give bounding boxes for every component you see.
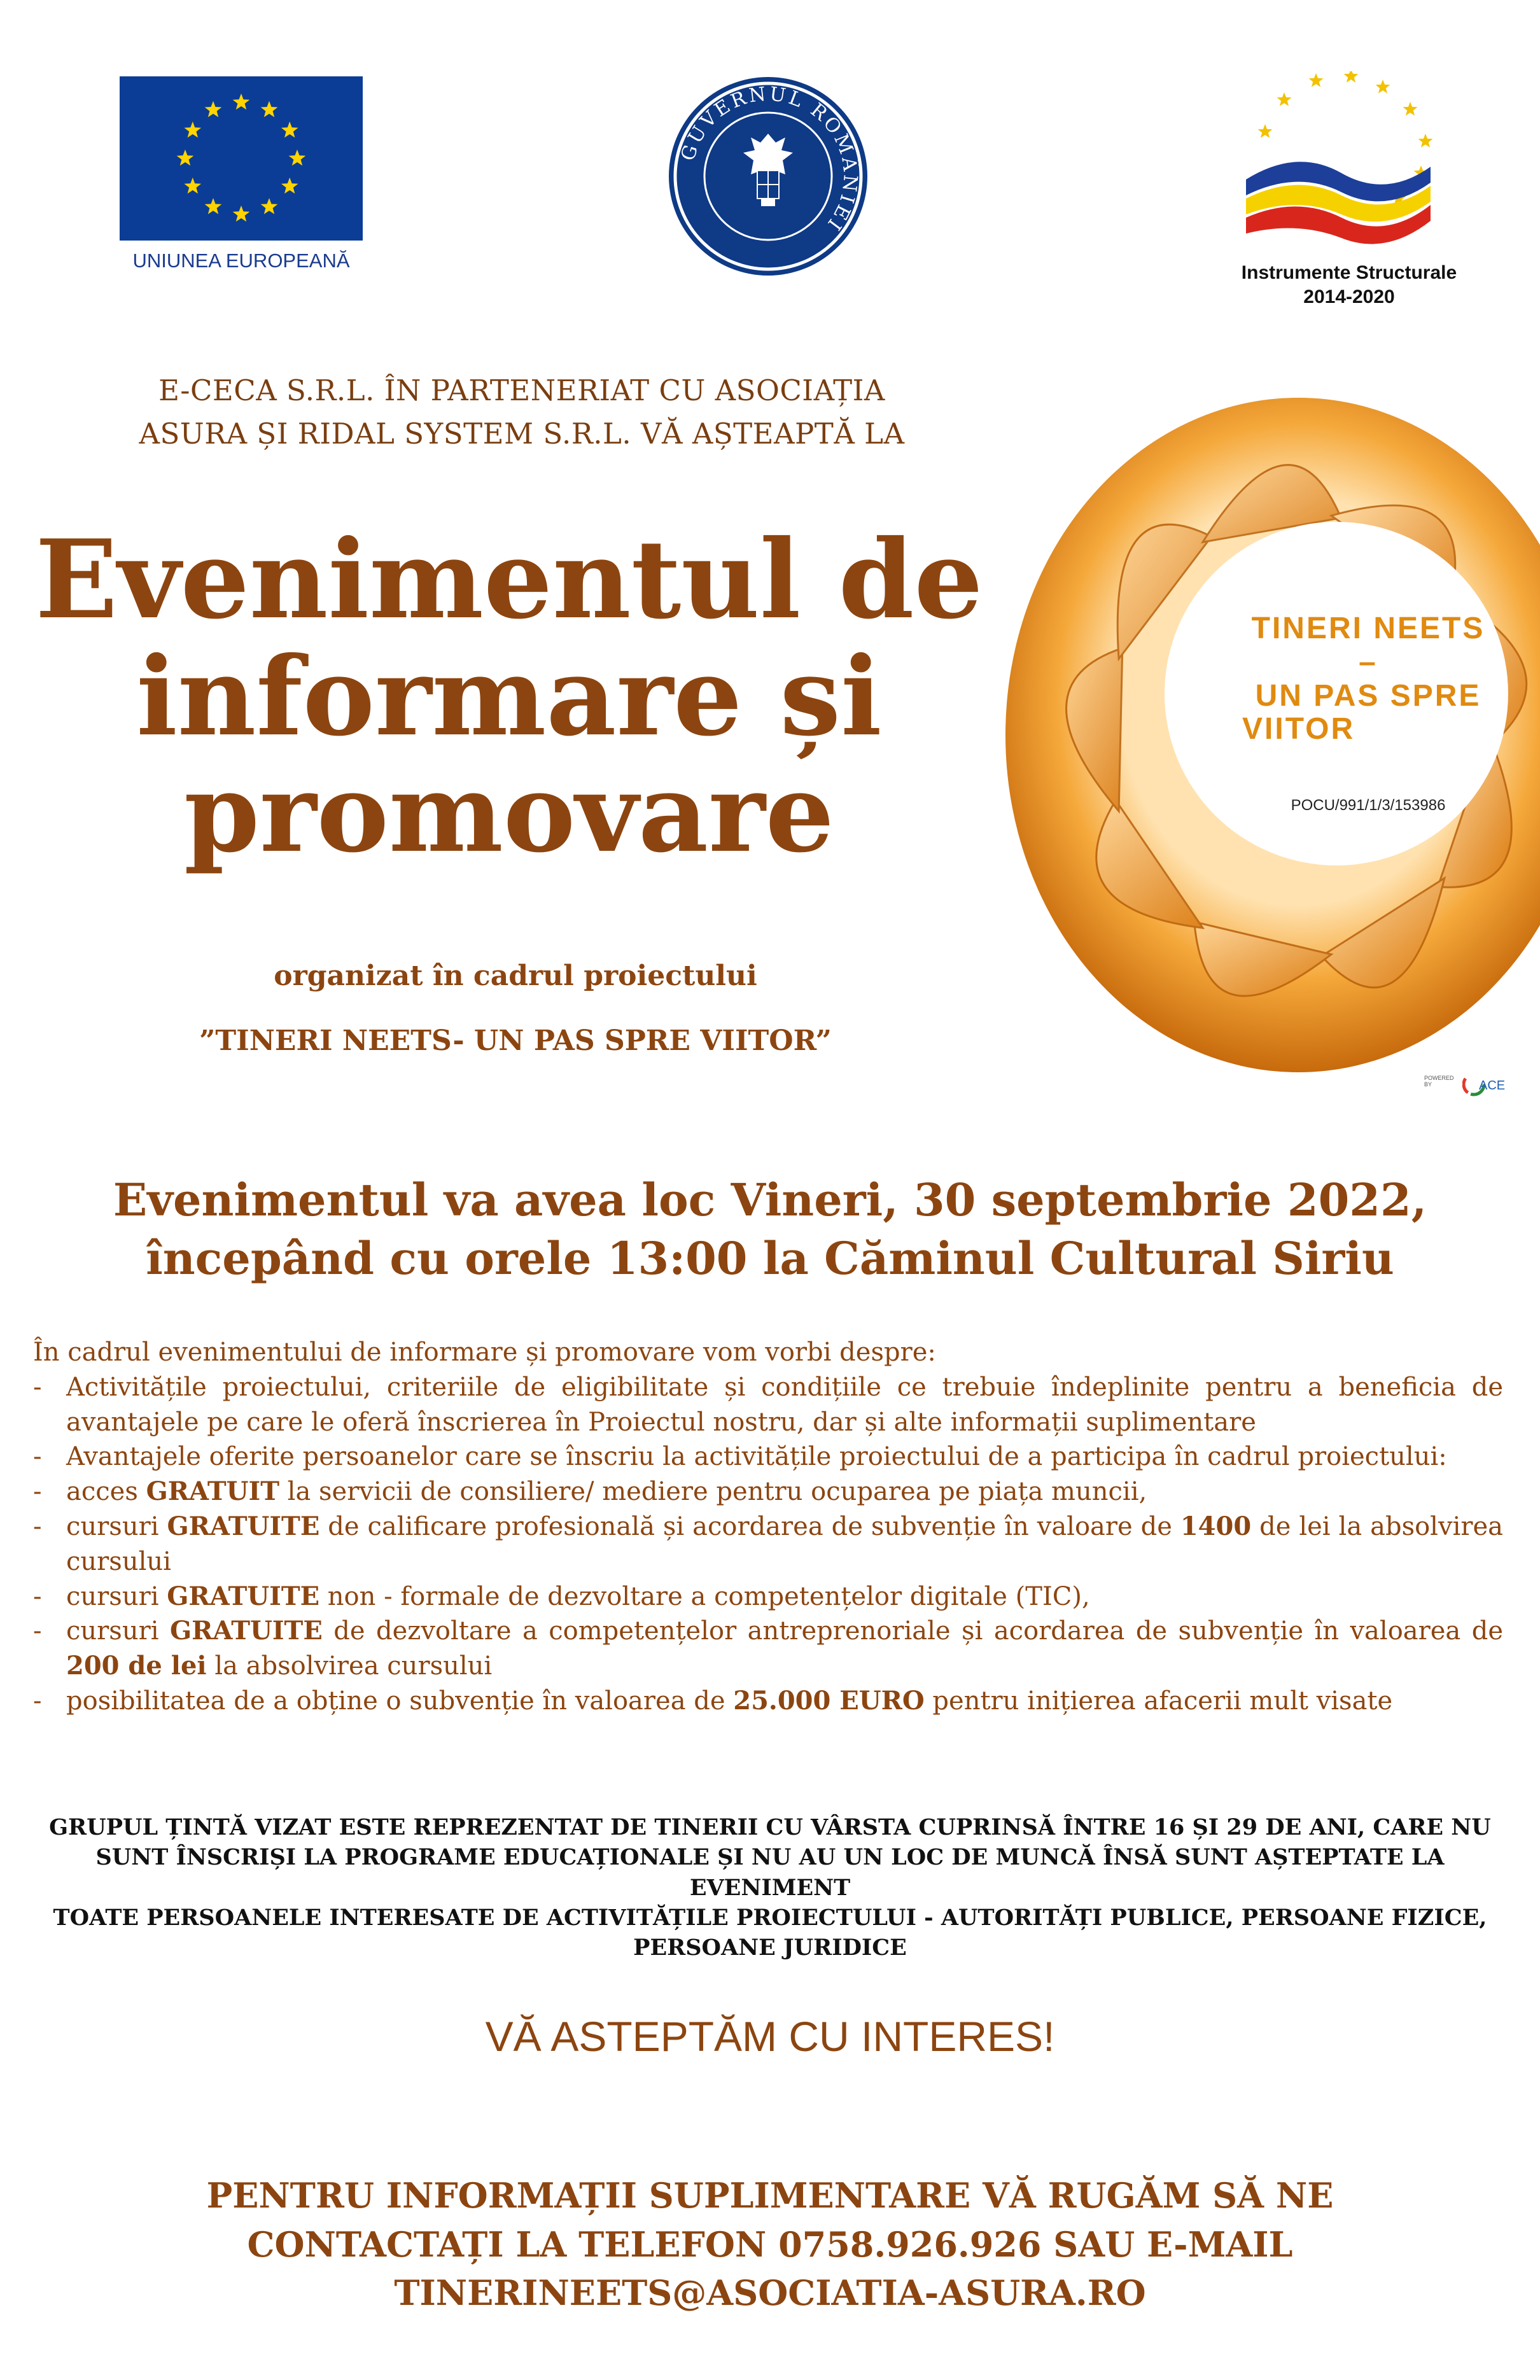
eu-flag-logo [120,76,363,241]
emphasis: 25.000 EURO [733,1685,925,1716]
event-line: Evenimentul va avea loc Vineri, 30 septembrie 2022, [113,1173,1427,1226]
text: non - formale de dezvoltare a competențelor digitale (TIC), [319,1581,1090,1611]
text: posibilitatea de a obține o subvenție în valoarea de [66,1686,734,1716]
title-line: Evenimentul de [35,516,983,643]
emphasis: 200 de lei [66,1651,207,1681]
star-icon [1403,102,1418,116]
emphasis: GRATUITE [167,1581,320,1611]
page-title [25,516,993,878]
project-code: POCU/991/1/3/153986 [1291,797,1446,814]
romanian-government-seal-logo [667,75,869,277]
contact-line: PENTRU INFORMAȚII SUPLIMENTARE VĂ RUGĂM SĂ NE [206,2175,1334,2216]
contact-email[interactable]: TINERINEETS@ASOCIATIA-ASURA.RO [394,2272,1146,2314]
intro-line: E-CECA S.R.L. ÎN PARTENERIAT CU ASOCIAȚIA [158,374,885,407]
powered-by-label [1424,1075,1462,1088]
emphasis: GRATUIT [146,1476,279,1507]
text: de lei la absolvirea cursului [66,1511,1503,1576]
intro-partnership [70,369,974,455]
star-icon [1258,124,1273,138]
target-line: TOATE PERSOANELE INTERESATE DE ACTIVITĂȚILE PROIECTULUI - AUTORITĂȚI PUBLICE, PERSOANE FIZICE, [53,1904,1487,1931]
contact-info [64,2171,1476,2318]
sub-list-item [33,1474,1503,1509]
ace-logo-text: ACE [1479,1079,1506,1093]
sub-list-item [33,1579,1503,1614]
ring-text-line: – [1359,645,1378,679]
subtitle: organizat în cadrul proiectului [274,960,757,992]
target-line: PERSOANE JURIDICE [633,1935,907,1961]
sub-list-item [33,1509,1503,1579]
star-icon [1277,92,1292,106]
project-name: ”TINERI NEETS- UN PAS SPRE VIITOR” [199,1025,832,1057]
text: cursuri [66,1581,167,1611]
powered-line: POWERED [1424,1075,1454,1081]
event-info [38,1171,1502,1289]
list-item: - Avantajele oferite persoanelor care se înscriu la activitățile proiectului de a participa în cadrul proiectului: [33,1439,1503,1474]
instrumente-structurale-logo [1240,71,1443,262]
ring-text-line: UN PAS SPRE [1255,678,1481,713]
title-line: informare și [136,633,882,760]
ring-text-line: VIITOR [1242,712,1355,746]
target-line: SUNT ÎNSCRIȘI LA PROGRAME EDUCAȚIONALE ȘI NU AU UN LOC DE MUNCĂ ÎNSĂ SUNT AȘTEPTATE LA EVENIMENT [95,1844,1445,1901]
details-section [33,1335,1503,1719]
gov-seal-text: GUVERNUL ROMÂNIEI [676,83,862,237]
star-icon [1418,134,1433,148]
sub-list-item [33,1614,1503,1684]
text: de calificare profesională și acordarea de subvenție în valoare de [319,1511,1180,1541]
title-line: promovare [184,750,834,878]
text: la servicii de consiliere/ mediere pentru ocuparea pe piața muncii, [279,1477,1147,1507]
intro-line: ASURA ȘI RIDAL SYSTEM S.R.L. VĂ AȘTEAPTĂ LA [139,416,905,451]
ring-text-line: TINERI NEETS [1251,612,1485,645]
emphasis: 1400 [1180,1511,1252,1541]
text: la absolvirea cursului [206,1651,493,1681]
text: de dezvoltare a competențelor antreprenoriale și acordarea de subvenție în valoarea de [322,1616,1503,1646]
ring-project-name [1203,612,1534,746]
sub-list-item [33,1684,1503,1719]
target-line: GRUPUL ȚINTĂ VIZAT ESTE REPREZENTAT DE TINERII CU VÂRSTA CUPRINSĂ ÎNTRE 16 ȘI 29 DE ANI, CARE NU [49,1814,1491,1840]
list-item: - Activitățile proiectului, criteriile de eligibilitate și condițiile ce trebuie îndeplinite pentru a beneficia de avantajele pe care le oferă înscrierea în Proiectul nostru, dar și alte informații suplimentare [33,1370,1503,1440]
is-label-line1: Instrumente Structurale [1241,262,1457,283]
star-icon [1344,71,1359,83]
powered-line: BY [1424,1081,1432,1088]
target-group [38,1812,1502,1963]
text: acces [66,1477,146,1507]
instrumente-structurale-label [1190,261,1508,309]
emphasis: GRATUITE [167,1511,320,1541]
event-line: începând cu orele 13:00 la Căminul Cultural Siriu [146,1232,1394,1285]
text: cursuri [66,1511,167,1541]
ace-logo [1462,1069,1513,1100]
is-label-line2: 2014-2020 [1303,286,1395,307]
star-icon [1376,80,1390,94]
contact-line: CONTACTAȚI LA TELEFON 0758.926.926 SAU E-MAIL [247,2223,1293,2265]
emphasis: GRATUITE [169,1616,323,1646]
text: pentru inițierea afacerii mult visate [924,1686,1393,1716]
star-icon [1309,73,1324,87]
text: cursuri [66,1616,170,1646]
welcome-message: VĂ ASTEPTĂM CU INTERES! [485,2013,1055,2060]
eu-label: UNIUNEA EUROPEANĂ [132,249,350,272]
details-intro: În cadrul evenimentului de informare și promovare vom vorbi despre: [33,1338,936,1367]
